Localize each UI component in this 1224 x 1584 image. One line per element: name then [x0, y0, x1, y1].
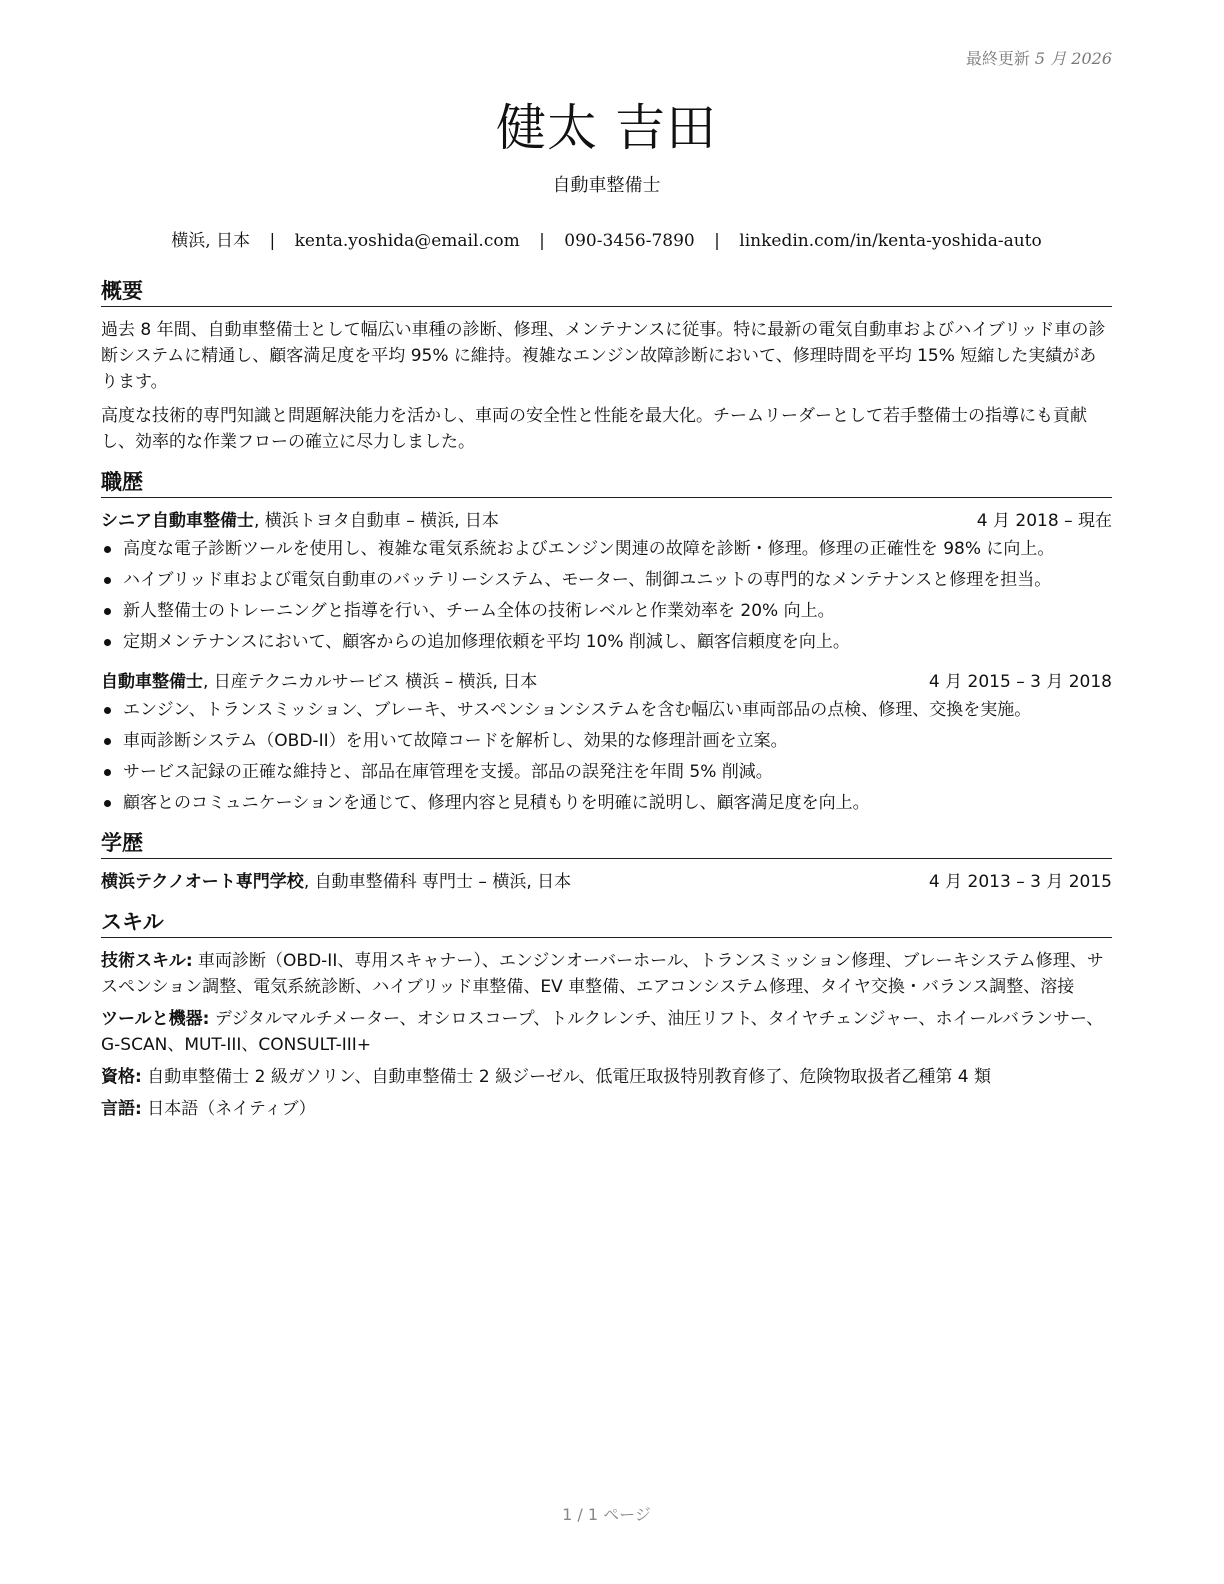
- skill-text: 日本語（ネイティブ）: [141, 1099, 316, 1119]
- education-section: [101, 830, 1112, 895]
- contact-separator: |: [714, 231, 720, 251]
- job-header: [101, 508, 1112, 534]
- contact-email[interactable]: kenta.yoshida@email.com: [294, 231, 520, 251]
- job-bullet: 高度な電子診断ツールを使用し、複雑な電気系統およびエンジン関連の故障を診断・修理。修理の正確性を 98% に向上。: [101, 536, 1112, 562]
- summary-paragraph: 過去 8 年間、自動車整備士として幅広い車種の診断、修理、メンテナンスに従事。特に最新の電気自動車およびハイブリッド車の診断システムに精通し、顧客満足度を平均 95% に維持。複雑なエンジン故障診断において、修理時間を平均 15% 短縮した実績があります。: [101, 320, 1106, 392]
- skill-label: 言語:: [101, 1099, 142, 1119]
- job-bullet: エンジン、トランスミッション、ブレーキ、サスペンションシステムを含む幅広い車両部品の点検、修理、交換を実施。: [101, 697, 1112, 723]
- job-dates: 4 月 2018 – 現在: [976, 511, 1112, 531]
- job-bullet: 定期メンテナンスにおいて、顧客からの追加修理依頼を平均 10% 削減し、顧客信頼度を向上。: [101, 629, 1112, 655]
- contact-separator: |: [269, 231, 276, 251]
- job-dates: 4 月 2015 – 3 月 2018: [928, 672, 1112, 692]
- last-updated-label: 最終更新: [965, 49, 1030, 68]
- skill-line-certifications: [101, 1064, 1112, 1090]
- summary-heading: 概要: [101, 278, 1112, 307]
- education-dates: 4 月 2013 – 3 月 2015: [928, 872, 1112, 892]
- job-title: シニア自動車整備士: [101, 511, 254, 531]
- education-detail: , 自動車整備科 専門士 – 横浜, 日本: [303, 872, 572, 892]
- candidate-name: 健太 吉田: [496, 99, 717, 157]
- job-bullet: サービス記録の正確な維持と、部品在庫管理を支援。部品の誤発注を年間 5% 削減。: [101, 759, 1112, 785]
- job-title-line: [101, 669, 537, 695]
- skill-line-technical: [101, 948, 1112, 1000]
- skill-text: 自動車整備士 2 級ガソリン、自動車整備士 2 級ジーゼル、低電圧取扱特別教育修了、危険物取扱者乙種第 4 類: [141, 1067, 992, 1087]
- skill-label: 資格:: [101, 1067, 142, 1087]
- education-entry: [101, 869, 1112, 895]
- skill-line-tools: [101, 1006, 1112, 1058]
- education-line: [101, 869, 571, 895]
- contact-location: 横浜, 日本: [171, 231, 251, 251]
- contact-linkedin[interactable]: linkedin.com/in/kenta-yoshida-auto: [739, 231, 1042, 251]
- last-updated: [966, 46, 1112, 69]
- experience-heading: 職歴: [101, 469, 1112, 498]
- summary-section: [101, 278, 1112, 455]
- job-title-line: [101, 508, 499, 534]
- skill-label: ツールと機器:: [101, 1009, 210, 1029]
- education-school: 横浜テクノオート専門学校: [101, 872, 304, 892]
- job-employer: , 横浜トヨタ自動車 – 横浜, 日本: [254, 511, 499, 531]
- summary-paragraph: 高度な技術的専門知識と問題解決能力を活かし、車両の安全性と性能を最大化。チームリーダーとして若手整備士の指導にも貢献し、効率的な作業フローの確立に尽力しました。: [101, 406, 1087, 452]
- job-bullet: 新人整備士のトレーニングと指導を行い、チーム全体の技術レベルと作業効率を 20% 向上。: [101, 598, 1112, 624]
- skill-text: デジタルマルチメーター、オシロスコープ、トルクレンチ、油圧リフト、タイヤチェンジャー、ホイールバランサー、G-SCAN、MUT-III、CONSULT-III+: [101, 1009, 1104, 1055]
- job-bullets: [101, 536, 1112, 655]
- skill-text: 車両診断（OBD-II、専用スキャナー）、エンジンオーバーホール、トランスミッション修理、ブレーキシステム修理、サスペンション調整、電気系統診断、ハイブリッド車整備、EV 車整備、エアコンシステム修理、タイヤ交換・バランス調整、溶接: [101, 951, 1104, 997]
- job-bullets: [101, 697, 1112, 816]
- resume-page: [101, 0, 1112, 1584]
- job-entry: [101, 669, 1112, 816]
- contact-phone: 090-3456-7890: [564, 231, 695, 251]
- last-updated-date: 5 月 2026: [1034, 49, 1112, 68]
- job-bullet: ハイブリッド車および電気自動車のバッテリーシステム、モーター、制御ユニットの専門的なメンテナンスと修理を担当。: [101, 567, 1112, 593]
- education-heading: 学歴: [101, 830, 1112, 859]
- candidate-title: 自動車整備士: [552, 175, 661, 196]
- job-entry: [101, 508, 1112, 655]
- skill-label: 技術スキル:: [101, 951, 193, 971]
- skills-heading: スキル: [101, 909, 1112, 938]
- skill-line-languages: [101, 1096, 1112, 1122]
- job-bullet: 顧客とのコミュニケーションを通じて、修理内容と見積もりを明確に説明し、顧客満足度を向上。: [101, 790, 1112, 816]
- contact-line: [101, 226, 1112, 251]
- skills-section: [101, 909, 1112, 1122]
- experience-section: [101, 469, 1112, 816]
- job-bullet: 車両診断システム（OBD-II）を用いて故障コードを解析し、効果的な修理計画を立案。: [101, 728, 1112, 754]
- job-title: 自動車整備士: [101, 672, 203, 692]
- resume-content: [101, 278, 1112, 1136]
- job-header: [101, 669, 1112, 695]
- job-employer: , 日産テクニカルサービス 横浜 – 横浜, 日本: [203, 672, 538, 692]
- page-indicator: 1 / 1 ページ: [562, 1505, 651, 1524]
- contact-separator: |: [539, 231, 545, 251]
